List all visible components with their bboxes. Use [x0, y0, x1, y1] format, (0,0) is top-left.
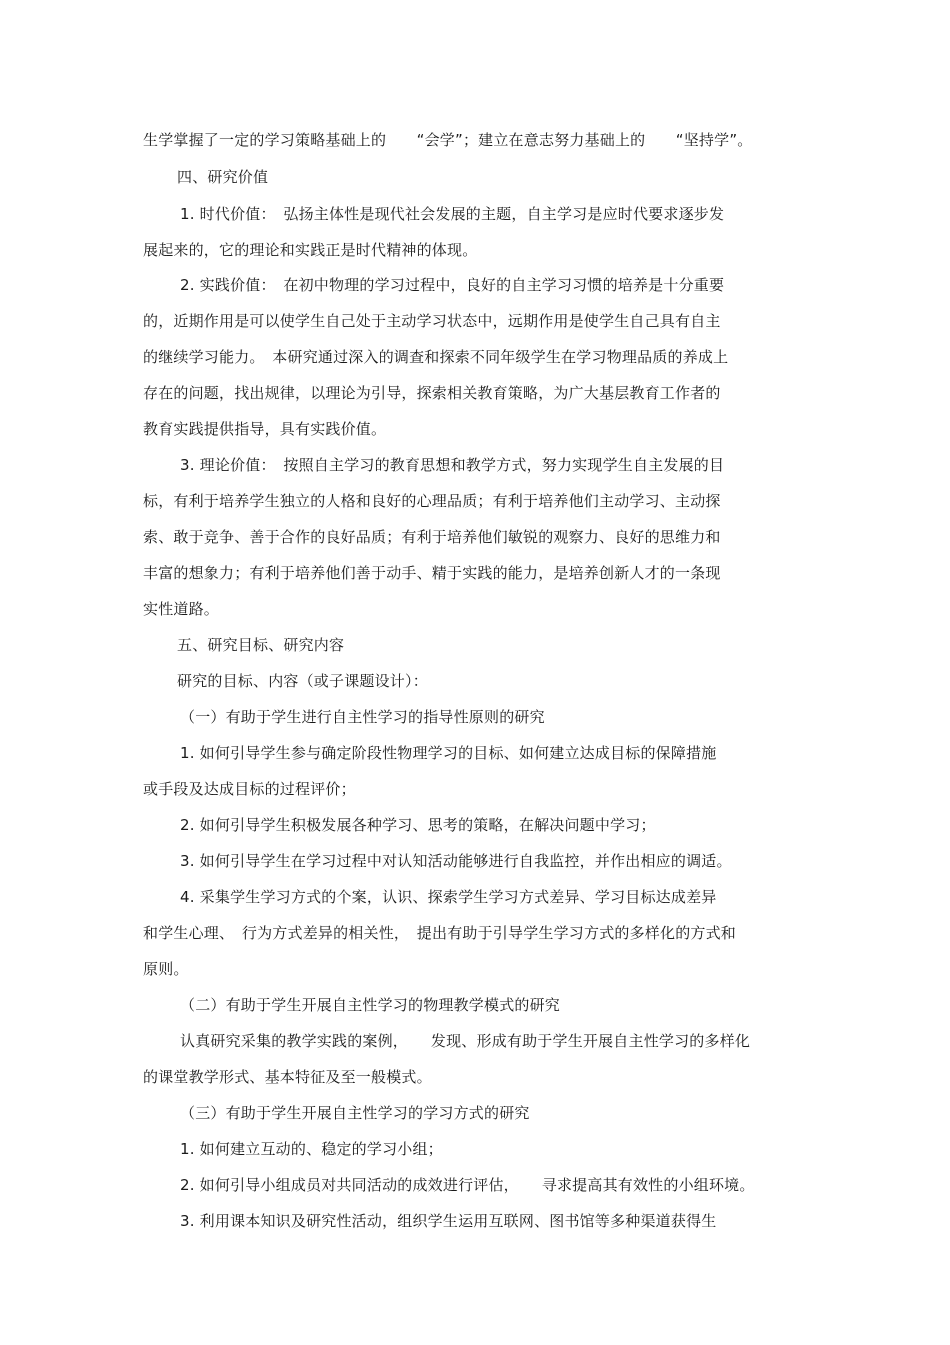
text-line: 展起来的，它的理论和实践正是时代精神的体现。 [143, 241, 478, 259]
text-line: 3. 如何引导学生在学习过程中对认知活动能够进行自我监控，并作出相应的调适。 [180, 852, 732, 870]
text-line: 的课堂教学形式、基本特征及至一般模式。 [143, 1068, 432, 1086]
text-line: 标，有利于培养学生独立的人格和良好的心理品质；有利于培养他们主动学习、主动探 [143, 492, 721, 510]
text-line: 的继续学习能力。 本研究通过深入的调查和探索不同年级学生在学习物理品质的养成上 [143, 348, 729, 366]
text-line: 实性道路。 [143, 600, 220, 618]
text-line: 原则。 [143, 960, 189, 978]
text-line: 研究的目标、内容（或子课题设计）： [177, 672, 428, 690]
text-line: 索、敢于竞争、善于合作的良好品质；有利于培养他们敏锐的观察力、良好的思维力和 [143, 528, 721, 546]
text-line: 的，近期作用是可以使学生自己处于主动学习状态中，远期作用是使学生自己具有自主 [143, 312, 721, 330]
text-line: 和学生心理、 行为方式差异的相关性， 提出有助于引导学生学习方式的多样化的方式和 [143, 924, 737, 942]
text-line: 2. 如何引导学生积极发展各种学习、思考的策略，在解决问题中学习； [180, 816, 656, 834]
subsection-heading: （二）有助于学生开展自主性学习的物理教学模式的研究 [180, 996, 561, 1014]
text-line: 教育实践提供指导，具有实践价值。 [143, 420, 387, 438]
text-line: 1. 如何引导学生参与确定阶段性物理学习的目标、如何建立达成目标的保障措施 [180, 744, 717, 762]
text-line: 2. 如何引导小组成员对共同活动的成效进行评估， 寻求提高其有效性的小组环境。 [180, 1176, 755, 1194]
subsection-heading: （一）有助于学生进行自主性学习的指导性原则的研究 [180, 708, 545, 726]
text-line: 生学掌握了一定的学习策略基础上的 “会学”；建立在意志努力基础上的 “坚持学”。 [143, 131, 753, 149]
text-line: 或手段及达成目标的过程评价； [143, 780, 356, 798]
text-line: 2. 实践价值： 在初中物理的学习过程中，良好的自主学习习惯的培养是十分重要 [180, 276, 725, 294]
section-heading: 五、研究目标、研究内容 [177, 636, 345, 654]
section-heading: 四、研究价值 [177, 168, 269, 186]
text-line: 1. 时代价值： 弘扬主体性是现代社会发展的主题，自主学习是应时代要求逐步发 [180, 205, 725, 223]
text-line: 3. 利用课本知识及研究性活动，组织学生运用互联网、图书馆等多种渠道获得生 [180, 1212, 717, 1230]
text-line: 存在的问题，找出规律，以理论为引导，探索相关教育策略，为广大基层教育工作者的 [143, 384, 721, 402]
text-line: 4. 采集学生学习方式的个案，认识、探索学生学习方式差异、学习目标达成差异 [180, 888, 717, 906]
text-line: 丰富的想象力；有利于培养他们善于动手、精于实践的能力，是培养创新人才的一条现 [143, 564, 721, 582]
text-line: 认真研究采集的教学实践的案例， 发现、形成有助于学生开展自主性学习的多样化 [180, 1032, 751, 1050]
text-line: 3. 理论价值： 按照自主学习的教育思想和教学方式，努力实现学生自主发展的目 [180, 456, 725, 474]
text-line: 1. 如何建立互动的、稳定的学习小组； [180, 1140, 443, 1158]
subsection-heading: （三）有助于学生开展自主性学习的学习方式的研究 [180, 1104, 530, 1122]
